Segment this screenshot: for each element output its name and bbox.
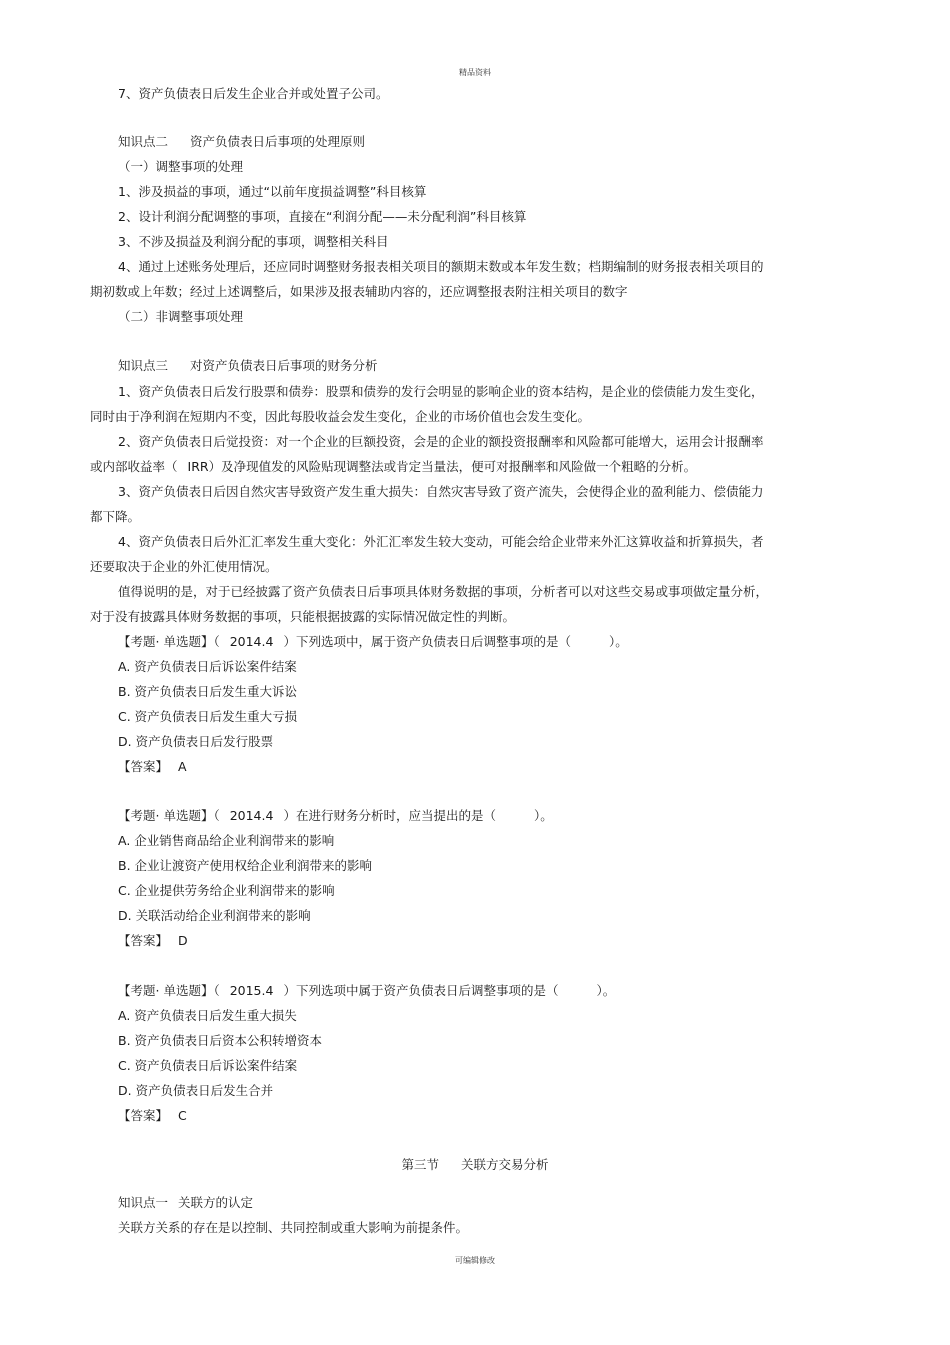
question-option: A. 企业销售商品给企业利润带来的影响 [118,833,335,848]
section-title: 第三节 关联方交易分析 [401,1157,549,1172]
paragraph: 值得说明的是，对于已经披露了资产负债表日后事项具体财务数据的事项，分析者可以对这些交易或事项做定量分析， [118,584,769,599]
paragraph: 4、资产负债表日后外汇汇率发生重大变化：外汇汇率发生较大变动，可能会给企业带来外汇这算收益和折算损失，者 [118,534,764,549]
paragraph-continuation: 对于没有披露具体财务数据的事项，只能根据披露的实际情况做定性的判断。 [90,609,516,624]
question-answer: 【答案】 A [118,759,187,774]
question-option: D. 资产负债表日后发生合并 [118,1083,274,1098]
paragraph: 2、资产负债表日后觉投资：对一个企业的巨额投资，会是的企业的额投资报酬率和风险都可能增大，运用会计报酬率 [118,434,764,449]
paragraph-continuation: 还要取决于企业的外汇使用情况。 [90,559,278,574]
question-option: B. 资产负债表日后资本公积转增资本 [118,1033,323,1048]
knowledge-point-heading: 知识点三 对资产负债表日后事项的财务分析 [118,358,378,373]
paragraph: 3、资产负债表日后因自然灾害导致资产发生重大损失：自然灾害导致了资产流失，会使得企业的盈利能力、偿债能力 [118,484,764,499]
question-option: C. 资产负债表日后发生重大亏损 [118,709,298,724]
paragraph: 2、设计利润分配调整的事项，直接在“利润分配——未分配利润”科目核算 [118,209,527,224]
paragraph: 关联方关系的存在是以控制、共同控制或重大影响为前提条件。 [118,1220,469,1235]
page-header: 精品资料 [459,68,491,77]
paragraph-continuation: 期初数或上年数；经过上述调整后，如果涉及报表辅助内容的，还应调整报表附注相关项目的数字 [90,284,628,299]
subheading: （一）调整事项的处理 [118,159,244,174]
question-option: B. 企业让渡资产使用权给企业利润带来的影响 [118,858,373,873]
question-answer: 【答案】 C [118,1108,187,1123]
paragraph: 3、不涉及损益及利润分配的事项，调整相关科目 [118,234,389,249]
paragraph: 1、涉及损益的事项，通过“以前年度损益调整”科目核算 [118,184,427,199]
question-option: C. 企业提供劳务给企业利润带来的影响 [118,883,335,898]
knowledge-point-heading: 知识点一 关联方的认定 [118,1195,254,1210]
question-option: A. 资产负债表日后诉讼案件结案 [118,659,297,674]
question-option: D. 关联活动给企业利润带来的影响 [118,908,311,923]
question-option: A. 资产负债表日后发生重大损失 [118,1008,297,1023]
question-stem: 【考题· 单选题】（ 2014.4 ）下列选项中，属于资产负债表日后调整事项的是（ ）。 [118,634,628,649]
question-stem: 【考题· 单选题】（ 2015.4 ）下列选项中属于资产负债表日后调整事项的是（ ）。 [118,983,616,998]
question-option: C. 资产负债表日后诉讼案件结案 [118,1058,298,1073]
question-option: D. 资产负债表日后发行股票 [118,734,274,749]
paragraph: 4、通过上述账务处理后，还应同时调整财务报表相关项目的额期末数或本年发生数；档期编制的财务报表相关项目的 [118,259,764,274]
knowledge-point-heading: 知识点二 资产负债表日后事项的处理原则 [118,134,366,149]
page-footer: 可编辑修改 [455,1256,495,1265]
paragraph-continuation: 或内部收益率（ IRR）及净现值发的风险贴现调整法或肯定当量法，便可对报酬率和风险做一个粗略的分析。 [90,459,697,474]
paragraph: 1、资产负债表日后发行股票和债券：股票和债券的发行会明显的影响企业的资本结构，是企业的偿债能力发生变化， [118,384,764,399]
subheading: （二）非调整事项处理 [118,309,244,324]
question-option: B. 资产负债表日后发生重大诉讼 [118,684,298,699]
question-stem: 【考题· 单选题】（ 2014.4 ）在进行财务分析时，应当提出的是（ ）。 [118,808,553,823]
paragraph-continuation: 同时由于净利润在短期内不变，因此每股收益会发生变化，企业的市场价值也会发生变化。 [90,409,591,424]
paragraph: 7、资产负债表日后发生企业合并或处置子公司。 [118,86,389,101]
question-answer: 【答案】 D [118,933,188,948]
paragraph-continuation: 都下降。 [90,509,141,524]
